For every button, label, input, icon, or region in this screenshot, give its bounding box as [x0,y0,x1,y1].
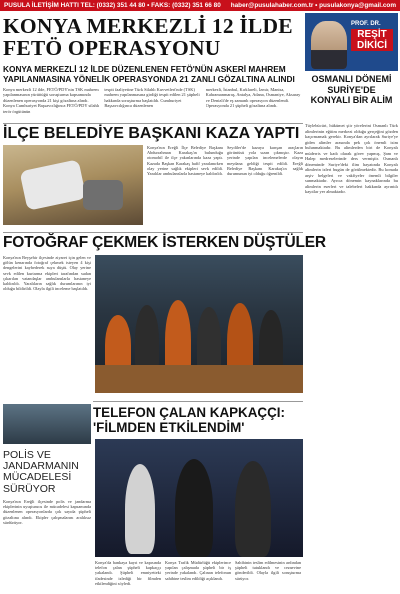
story4-headline-line1: TELEFON ÇALAN KAPKAÇÇI: [93,405,285,420]
story4-col1: Konya'da bankaya kayıt ve kapısında telefon çalan şüpheli kapkaççı yakalandı. Şüpheli emniyetteki ifadesinde izlediği bir filmden etkilendiğini söyledi. [95,560,161,586]
story4-photo [95,439,303,557]
column-headline [305,74,398,106]
story1-headline [3,15,303,59]
story1-col3: merkezli, İstanbul, Kırklareli, İzmir, Manisa, Kahramanmaraş, Antalya, Adana, Osmaniye, Aksaray ve Denizli'de eş zamanlı operasyon düzenlendi. Operasyonda 21 şüpheli gözaltına alındı. [205,87,301,109]
sidebar-column [305,13,398,592]
columnist-name-line1: REŞİT [357,29,387,40]
columnist-name-line2: DİKİCİ [357,40,387,51]
story1-sub-line2: YAPILANMASINA YÖNELİK OPERASYONDA 21 ZANLI GÖZALTINA ALINDI [3,74,295,84]
divider [93,401,303,402]
story5-headline-line3: MÜCADELESİ [3,471,72,484]
story5-headline-line2: JANDARMANIN [3,460,79,473]
story1-col2: tespit faaliyetine Türk Silahlı Kuvvetleri'nde (TSK) mahrem yapılanmasına girdiği tespit edilen 21 şüpheli hakkında soruşturma başlatıldı. Cumhuriyet Başsavcılığınca düzenlenen [104,87,200,109]
story2-photo [3,145,143,225]
contact-email: haber@pusulahaber.com.tr • pusulakonya@gmail.com [230,2,396,9]
columnist-title: PROF. DR. [351,21,381,27]
story4-col2: Konya Trafik Müdürlüğü ekiplerince yapılan çalışmada şüpheli bir iş yerinde yakalandı. Çalınan telefonun sahibine teslim edildiği açıklandı. [165,560,231,581]
column-headline-line2: SURİYE'DE [327,84,376,95]
contact-line: PUSULA İLETİŞİM HATTI TEL: (0332) 351 44 80 • FAKS: (0332) 351 66 80 [4,2,221,9]
story2-headline: İLÇE BELEDİYE BAŞKANI KAZA YAPTI [3,125,300,142]
story1-subheadline [3,64,303,84]
columnist-photo [311,21,347,69]
story4-headline [93,406,305,435]
story4-col3: Sahibinin teslim edilmesinin ardından şüpheli tutuklandı ve cezaevine gönderildi. Olayla ilgili soruşturma sürüyor. [235,560,301,581]
story5-headline [3,450,91,495]
story5-body: Konya'nın Ereğli ilçesinde polis ve jandarma ekiplerinin uyuşturucu ile mücadelesi kapsamında düzenlenen operasyonlarda çok sayıda şüpheli gözaltına alındı. Ekipler çalışmalarını aralıksız sürdürüyor. [3,499,91,525]
story2-col1: Konya'nın Ereğli İlçe Belediye Başkanı Abdurrahman Karakaş'ın bulunduğu otomobil ile ilçe yakınlarında kaza yaptı. Kazada Başkan Karakaş hafif yaralanırken olay yerine sağlık ekipleri sevk edildi. Yaralılar ambulanslarla hastaneye kaldırıldı. [147,145,223,177]
story1-sub-line1: KONYA MERKEZLİ 12 İLDE DÜZENLENEN FETÖ'NÜN ASKERİ MAHREM [3,64,286,74]
column-headline-line1: OSMANLI DÖNEMİ [311,74,392,84]
column-headline-line3: KONYALI BİR ALİM [310,95,393,105]
column-body: Tüylebücüri, hükümet şiir yörelerini Osmanlı Türk alimlerinin eğitim merkezi olduğu gerçeğini gözden kaçırmamak gerekir. Konya'dan ayrılarak Suriye'ye giden alimler arasında pek çok önemli isim bulunmaktadır. Bu alimlerden biri de Konyalı müderris ve kadı olarak görev yapmış, Şam ve Halep medreselerinde ders vermiştir. Osmanlı döneminde Suriye'deki ilim hayatında Konyalı alimlerin izleri bugün de görülmektedir. Bu konuda arşiv belgeleri ve vakfiyeler önemli bilgiler sunmaktadır. Ayrıca dönemin kaynaklarında bu alimlerin eserleri ve talebeleri hakkında ayrıntılı kayıtlar yer almaktadır. [305,123,398,194]
story1-col1: Konya merkezli 12 ilde, FETÖ/PDY'nin TSK mahrem yapılanmasının yürüttüğü soruşturma kapsamında düzenlenen operasyonda 21 kişi gözaltına alındı. Konya Cumhuriyet Başsavcılığınca FETÖ/PDY silahlı terör örgütünün [3,87,100,114]
story4-headline-line2: 'FİLMDEN ETKİLENDİM' [93,419,245,435]
columnist-name [351,29,393,51]
divider [3,232,303,233]
contact-bar [0,0,400,11]
story1-headline-line2: FETÖ OPERASYONU [3,36,221,60]
story1-headline-line1: KONYA MERKEZLİ 12 İLDE [3,14,293,38]
columnist-banner [305,13,398,71]
story3-photo [95,255,303,393]
story2-col2: Seydiler'de kazaya karışan araçların görüntüsü yola sızan çıkmıştır. Kaza yerinde yapılan incelemelerde olayın meydana geldiği tespit edildi. Ereğli Belediye Başkanı Karakaş'ın sağlık durumunun iyi olduğu öğrenildi. [227,145,303,177]
story1-body [3,87,303,121]
story5-photo [3,404,91,444]
divider [3,123,303,124]
main-column [3,13,326,592]
story3-headline: FOTOĞRAF ÇEKMEK İSTERKEN DÜŞTÜLER [3,234,326,251]
story5-headline-line1: POLİS VE [3,449,51,461]
story3-col-left: Konya'nın Beyşehir ilçesinde ziyaret için gelen ve gölün kenarında fotoğraf çekmek isteyen 4 kişi dengelerini kaybederek suya düştü. Olay yerine sevk edilen kurtarma ekipleri tarafından sudan çıkarılan vatandaşlar ambulanslarla hastaneye kaldırıldı. Yaralıların sağlık durumlarının iyi olduğu bildirildi. Olayla ilgili inceleme başlatıldı. [3,255,91,292]
story5-headline-line4: SÜRÜYOR [3,482,56,495]
